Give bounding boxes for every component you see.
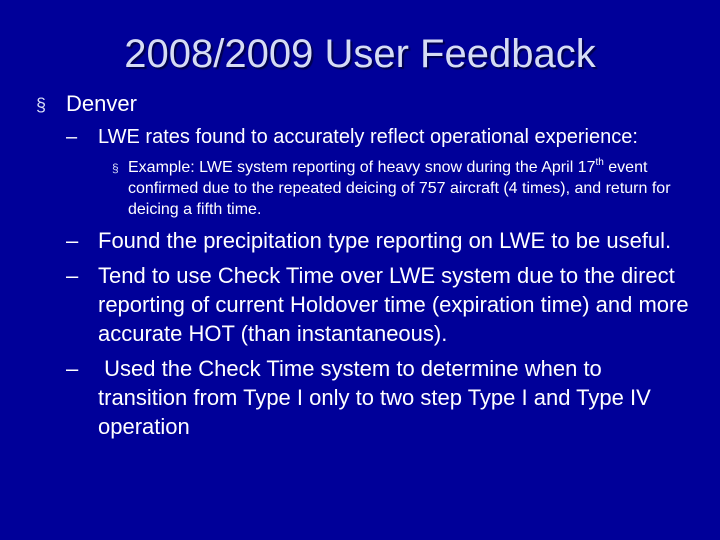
dash-bullet-icon: –	[66, 356, 79, 381]
bullet-denver	[36, 90, 696, 118]
sub-item-text: LWE rates found to accurately reflect operational experience:	[98, 126, 638, 148]
sub-item-lwe-rates	[36, 124, 696, 151]
square-bullet-icon: §	[36, 95, 47, 115]
example-text-end: event confirmed due to the repeated deicing of 757 aircraft (4 times), and return for deicing a fifth time.	[128, 159, 671, 218]
square-bullet-icon: §	[112, 161, 119, 175]
slide-content	[36, 90, 696, 441]
sub-item-text: Found the precipitation type reporting on LWE to be useful.	[98, 228, 672, 253]
sub-item-check-time	[36, 261, 696, 348]
sub-item-precip-type	[36, 226, 696, 255]
dash-bullet-icon: –	[66, 126, 78, 148]
example-superscript: th	[595, 157, 604, 168]
dash-bullet-icon: –	[66, 228, 79, 253]
sub-item-text: Tend to use Check Time over LWE system due to the direct reporting of current Holdover time (expiration time) and more accurate HOT (than instantaneous).	[98, 263, 689, 346]
example-item	[36, 157, 696, 220]
sub-item-text: Used the Check Time system to determine when to transition from Type I only to two step Type I and Type IV operation	[98, 356, 657, 439]
slide-title: 2008/2009 User Feedback	[124, 32, 596, 76]
example-text-start: Example: LWE system reporting of heavy snow during the April 17	[128, 159, 596, 176]
section-label: Denver	[66, 91, 137, 116]
dash-bullet-icon: –	[66, 263, 79, 288]
sub-item-transition	[36, 354, 696, 441]
